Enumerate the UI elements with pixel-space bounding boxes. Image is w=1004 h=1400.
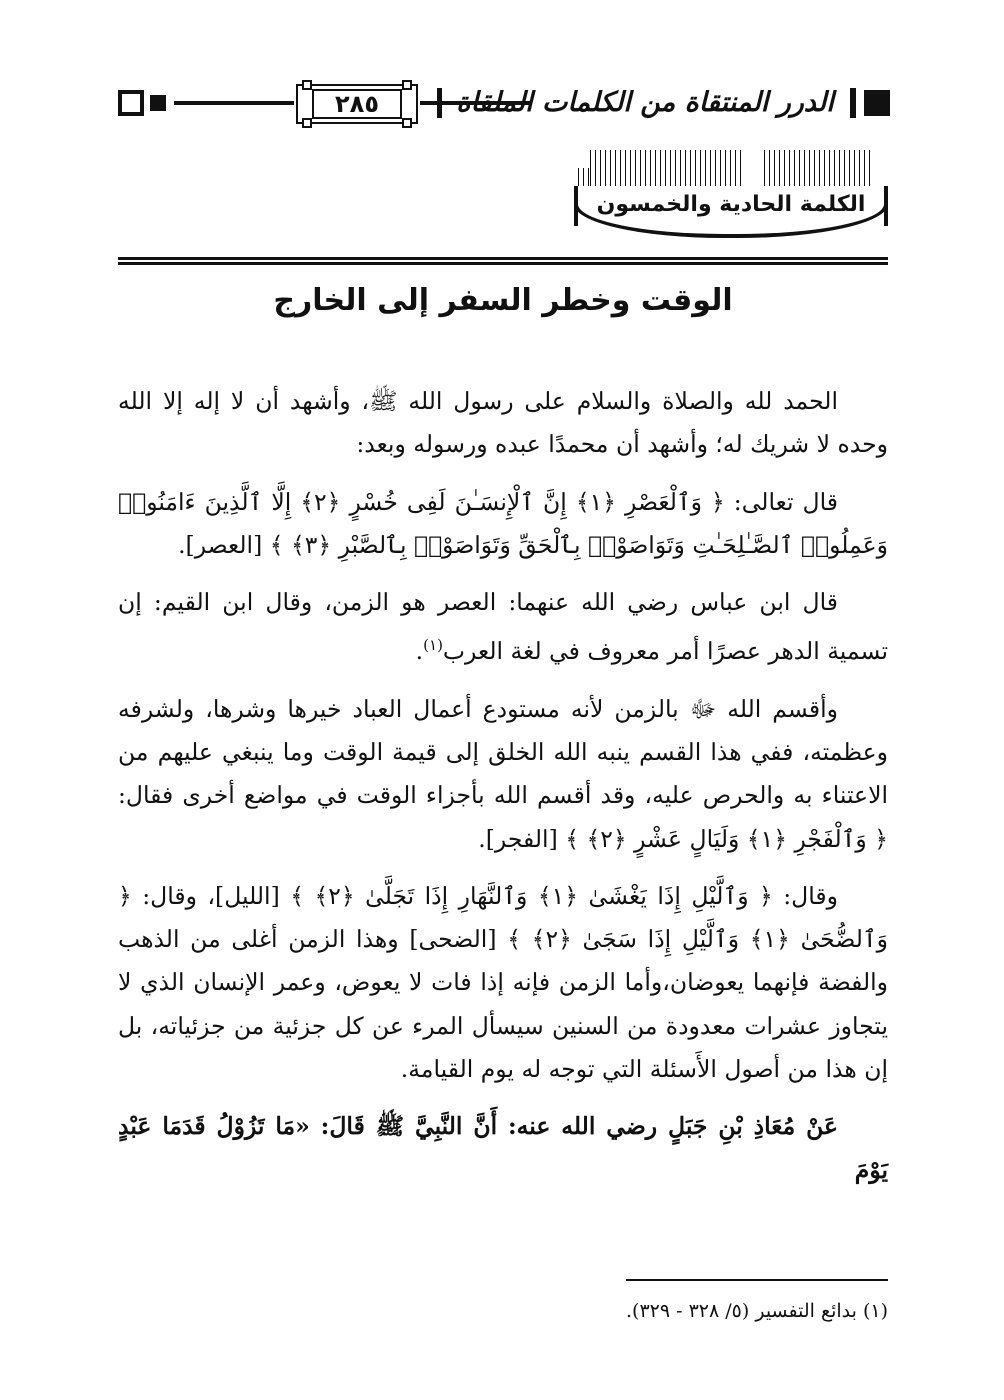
header-ornament-bar	[850, 88, 856, 118]
sentence-end: .	[415, 637, 424, 666]
running-header	[118, 82, 890, 126]
chapter-label: الكلمة الحادية والخمسون	[596, 192, 866, 217]
paragraph: قال تعالى: ﴿ وَٱلْعَصْرِ ﴿١﴾ إِنَّ ٱلْإِنسَـٰنَ لَفِى خُسْرٍ ﴿٢﴾ إِلَّا ٱلَّذِينَ ءَامَنُوا۟ وَعَمِلُوا۟ ٱلصَّـٰلِحَـٰتِ وَتَوَاصَوْا۟ بِٱلْحَقِّ وَتَوَاصَوْا۟ بِٱلصَّبْرِ ﴿٣﴾ ﴾ [العصر].	[118, 487, 888, 559]
badge-hatching	[764, 150, 874, 188]
double-rule-divider	[118, 257, 888, 265]
paragraph: وقال: ﴿ وَٱلَّيْلِ إِذَا يَغْشَىٰ ﴿١﴾ وَٱلنَّهَارِ إِذَا تَجَلَّىٰ ﴿٢﴾ ﴾ [الليل]، وقال: ﴿ وَٱلضُّحَىٰ ﴿١﴾ وَٱلَّيْلِ إِذَا سَجَىٰ ﴿٢﴾ ﴾ [الضحى] وهذا الزمن أغلى من الذهب والفضة فإنهما يعوضان،وأما الزمن فإنه إذا فات لا يعوض، وعمر الإنسان الذي لا يتجاوز عشرات معدودة من السنين سيسأل المرء عن كل جزئية من جزئياته، بل إن هذا من أصول الأَسئلة التي توجه له يوم القيامة.	[118, 881, 888, 1083]
header-ornament-square	[864, 90, 890, 116]
page-number: ٢٨٥	[335, 90, 379, 118]
running-title: الدرر المنتقاة من الكلمات الملقاة	[456, 87, 834, 118]
header-ornament-square	[118, 90, 144, 116]
header-rule	[174, 101, 294, 105]
header-ornament-block	[150, 95, 166, 111]
page-title: الوقت وخطر السفر إلى الخارج	[273, 283, 733, 318]
paragraph: الحمد لله والصلاة والسلام على رسول الله ﷺ، وأشهد أن لا إله إلا الله وحده لا شريك له؛ وأشهد أن محمدًا عبده ورسوله وبعد:	[118, 387, 888, 459]
paragraph	[118, 581, 888, 673]
footnote: (١) بدائع التفسير (٥/ ٣٢٨ - ٣٢٩).	[626, 1300, 888, 1322]
paragraph-text: قال ابن عباس رضي الله عنهما: العصر هو الزمن، وقال ابن القيم: إن تسمية الدهر عصرًا أمر معروف في لغة العرب	[118, 588, 888, 666]
badge-hatching	[590, 150, 742, 188]
header-ornament-bar	[437, 88, 442, 118]
chapter-badge	[574, 150, 888, 242]
footnote-rule	[626, 1279, 888, 1281]
body-text	[118, 380, 888, 1206]
paragraph: وأقسم الله ﷻ بالزمن لأنه مستودع أعمال العباد خيرها وشرها، ولشرفه وعظمته، ففي هذا القسم ينبه الله الخلق إلى قيمة الوقت وما ينبغي عليهم من الاعتناء به والحرص عليه، وقد أقسم الله بأجزاء الوقت في مواضع أخرى فقال: ﴿ وَٱلْفَجْرِ ﴿١﴾ وَلَيَالٍ عَشْرٍ ﴿٢﴾ ﴾ [الفجر].	[118, 694, 888, 853]
footnote-marker: (١)	[423, 636, 443, 655]
paragraph: عَنْ مُعَاذِ بْنِ جَبَلٍ رضي الله عنه: أَنَّ النَّبِيَّ ﷺ قَالَ: «مَا تَزُوْلُ قَدَمَا عَبْدٍ يَوْمَ	[118, 1112, 888, 1184]
page-number-frame	[296, 84, 418, 124]
